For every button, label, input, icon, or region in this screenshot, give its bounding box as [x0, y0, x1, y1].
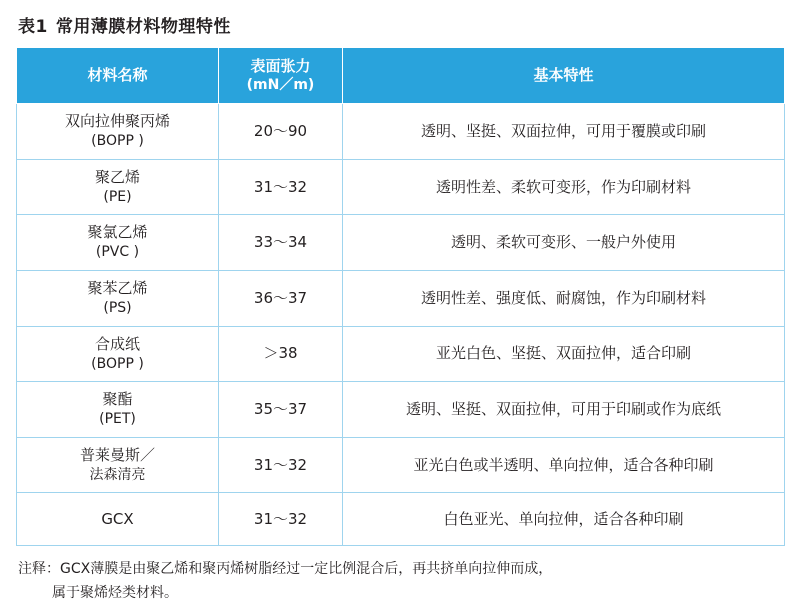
film-materials-table [16, 47, 785, 546]
material-name-main: 合成纸 [94, 334, 140, 353]
cell-surface-tension: 31～32 [219, 437, 343, 493]
cell-material-name [17, 215, 219, 271]
table-row [17, 437, 785, 493]
table-caption-number: 表1 [18, 17, 48, 37]
material-name-sub: (PET) [99, 411, 136, 428]
cell-material-name [17, 270, 219, 326]
material-name-main: 双向拉伸聚丙烯 [64, 112, 170, 131]
table-caption-title: 常用薄膜材料物理特性 [55, 17, 231, 37]
material-name-main: 普莱曼斯／ [79, 445, 155, 464]
table-caption [18, 12, 784, 37]
material-name-main: 聚酯 [102, 390, 133, 409]
cell-features: 透明、柔软可变形、一般户外使用 [343, 215, 785, 271]
material-name-sub: (BOPP ) [91, 355, 144, 372]
cell-surface-tension: 35～37 [219, 382, 343, 438]
material-name-sub: (BOPP ) [91, 133, 144, 150]
cell-surface-tension: 36～37 [219, 270, 343, 326]
column-header-tension [219, 48, 343, 104]
material-name-sub: 法森清亮 [89, 466, 146, 483]
material-name-main: 聚苯乙烯 [87, 278, 148, 297]
cell-features: 亚光白色、坚挺、双面拉伸，适合印刷 [343, 326, 785, 382]
material-name-main: GCX [101, 509, 134, 528]
table-row [17, 382, 785, 438]
cell-features: 白色亚光、单向拉伸，适合各种印刷 [343, 493, 785, 546]
table-note [16, 558, 784, 606]
cell-features: 亚光白色或半透明、单向拉伸，适合各种印刷 [343, 437, 785, 493]
material-name-main: 聚乙烯 [94, 167, 140, 186]
cell-surface-tension: 31～32 [219, 159, 343, 215]
table-note-line-1: 注释：GCX薄膜是由聚乙烯和聚丙烯树脂经过一定比例混合后，再共挤单向拉伸而成， [18, 561, 553, 578]
cell-surface-tension: 31～32 [219, 493, 343, 546]
column-header-tension-unit: (mN／m) [246, 77, 315, 94]
cell-material-name [17, 104, 219, 160]
cell-surface-tension: ＞38 [219, 326, 343, 382]
table-row [17, 326, 785, 382]
table-row [17, 215, 785, 271]
table-row [17, 493, 785, 546]
material-name-sub: (PS) [103, 299, 132, 316]
cell-features: 透明性差、柔软可变形，作为印刷材料 [343, 159, 785, 215]
table-row [17, 159, 785, 215]
table-row [17, 104, 785, 160]
column-header-features: 基本特性 [343, 48, 785, 104]
cell-material-name [17, 493, 219, 546]
cell-surface-tension: 33～34 [219, 215, 343, 271]
cell-material-name [17, 382, 219, 438]
material-name-sub: (PE) [103, 188, 132, 205]
cell-features: 透明性差、强度低、耐腐蚀，作为印刷材料 [343, 270, 785, 326]
cell-features: 透明、坚挺、双面拉伸，可用于印刷或作为底纸 [343, 382, 785, 438]
table-header-row [17, 48, 785, 104]
cell-surface-tension: 20～90 [219, 104, 343, 160]
material-name-sub: (PVC ) [95, 244, 140, 261]
column-header-tension-label: 表面张力 [250, 57, 311, 75]
column-header-name: 材料名称 [17, 48, 219, 104]
table-note-line-2: 属于聚烯烃类材料。 [52, 585, 178, 602]
cell-material-name [17, 159, 219, 215]
material-name-main: 聚氯乙烯 [87, 223, 148, 242]
cell-material-name [17, 437, 219, 493]
cell-material-name [17, 326, 219, 382]
table-row [17, 270, 785, 326]
cell-features: 透明、坚挺、双面拉伸，可用于覆膜或印刷 [343, 104, 785, 160]
